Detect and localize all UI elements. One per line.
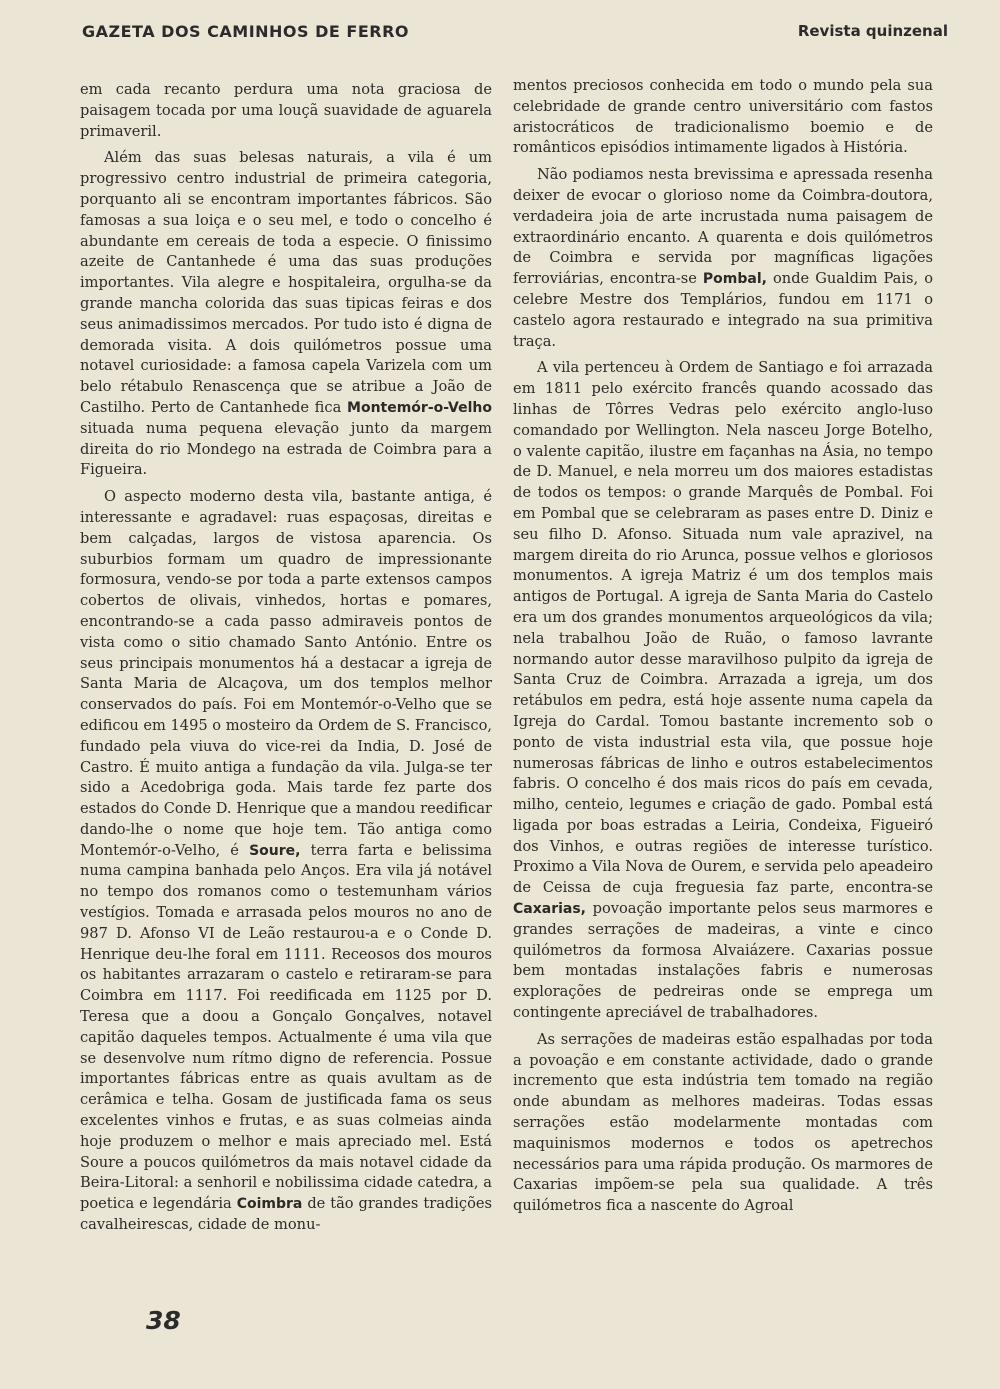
paragraph: em cada recanto perdura uma nota graciosa de paisagem tocada por uma louçã suavidade de aguarela primaveril.: [80, 81, 492, 140]
paragraph: mentos preciosos conhecida em todo o mundo pela sua celebridade de grande centro universitário com fastos aristocráticos de tradicionalismo boemio e de românticos episódios intimamente ligados à História.: [513, 77, 933, 157]
paragraph: O aspecto moderno desta vila, bastante antiga, é interessante e agradavel: ruas espaçosas, direitas e bem calçadas, largos de vistosa aparencia. Os suburbios formam um quadro de impressionante formosura, vendo-se por toda a parte extensos campos cobertos de olivais, vinhedos, hortas e pomares, encontrando-se a cada passo admiraveis pontos de vista como o sitio chamado Santo António. Entre os seus principais monumentos há a destacar a igreja de Santa Maria de Alcaçova, um dos templos melhor conservados do país. Foi em Montemór-o-Velho que se edificou em 1495 o mosteiro da Ordem de S. Francisco, fundado pela viuva do vice-rei da India, D. José de Castro. É muito antiga a fundação da vila. Julga-se ter sido a Acedobriga goda. Mais tarde fez parte dos estados do Conde D. Henrique que a mandou reedificar dando-lhe o nome que hoje tem. Tão antiga como Montemór-o-Velho, é Soure, terra farta e belissima numa campina banhada pelo Anços. Era vila já notável no tempo dos romanos como o testemunham vários vestígios. Tomada e arrasada pelos mouros no ano de 987 D. Afonso VI de Leão restaurou-a e o Conde D. Henrique deu-lhe foral em 1111. Receosos dos mouros os habitantes arrazaram o castelo e retiraram-se para Coimbra em 1117. Foi reedificada em 1125 por D. Teresa que a doou a Gonçalo Gonçalves, notavel capitão daqueles tempos. Actualmente é uma vila que se desenvolve num rítmo digno de referencia. Possue importantes fábricas entre as quais avultam as de cerâmica e telha. Gosam de justificada fama os seus excelentes vinhos e frutas, e as suas colmeias ainda hoje produzem o melhor e mais apreciado mel. Está Soure a poucos quilómetros da mais notavel cidade da Beira-Litoral: a senhoril e nobilissima cidade catedra, a poetica e legendária Coimbra de tão grandes tradições cavalheirescas, cidade de monu-: [80, 488, 492, 1234]
paragraph: Não podiamos nesta brevissima e apressada resenha deixer de evocar o glorioso nome da Coimbra-doutora, verdadeira joia de arte incrustada numa paisagem de extraordinário encanto. A quarenta e dois quilómetros de Coimbra e servida por magníficas ligações ferroviárias, encontra-se Pombal, onde Gualdim Pais, o celebre Mestre dos Templários, fundou em 1171 o castelo agora restaurado e integrado na sua primitiva traça.: [513, 166, 933, 350]
place-name: Soure,: [249, 842, 301, 859]
page-number: 38: [146, 1306, 181, 1335]
right-column: [513, 76, 933, 1276]
paragraph: As serrações de madeiras estão espalhadas por toda a povoação e em constante actividade, dado o grande incremento que esta indústria tem tomado na região onde abundam as melhores madeiras. Todas essas serrações estão modelarmente montadas com maquinismos modernos e todos os apetrechos necessários para uma rápida produção. Os marmores de Caxarias impõem-se pela sua qualidade. A três quilómetros fica a nascente do Agroal: [513, 1030, 933, 1215]
periodicity-label: Revista quinzenal: [797, 22, 948, 40]
left-column: [80, 80, 492, 1280]
place-name: Montemór-o-Velho: [347, 399, 492, 416]
place-name: Pombal,: [702, 271, 767, 288]
place-name: Caxarias,: [513, 901, 587, 918]
place-name: Coimbra: [236, 1196, 303, 1213]
paragraph: Além das suas belesas naturais, a vila é um progressivo centro industrial de primeira categoria, porquanto ali se encontram importantes fábricos. São famosas a sua loiça e o seu mel, e todo o concelho é abundante em cereais de toda a especie. O finissimo azeite de Cantanhede é uma das suas produções importantes. Vila alegre e hospitaleira, orgulha-se da grande mancha colorida das suas tipicas feiras e dos seus animadissimos mercados. Por tudo isto é digna de demorada visita. A dois quilómetros possue uma notavel curiosidade: a famosa capela Varizela com um belo rétabulo Renascença que se atribue a João de Castilho. Perto de Cantanhede fica Montemór-o-Velho situada numa pequena elevação junto da margem direita do rio Mondego na estrada de Coimbra para a Figueira.: [80, 149, 492, 479]
journal-title: GAZETA DOS CAMINHOS DE FERRO: [82, 22, 410, 41]
running-header: [82, 22, 948, 46]
paragraph: A vila pertenceu à Ordem de Santiago e foi arrazada em 1811 pelo exército francês quando acossado das linhas de Tôrres Vedras pelo exército anglo-luso comandado por Wellington. Nela nasceu Jorge Botelho, o valente capitão, ilustre em façanhas na Ásia, no tempo de D. Manuel, e nela morreu um dos maiores estadistas de todos os tempos: o grande Marquês de Pombal. Foi em Pombal que se celebraram as pases entre D. Diniz e seu filho D. Afonso. Situada num vale aprazivel, na margem direita do rio Arunca, possue velhos e gloriosos monumentos. A igreja Matriz é um dos templos mais antigos de Portugal. A igreja de Santa Maria do Castelo era um dos grandes monumentos arqueológicos da vila; nela trabalhou João de Ruão, o famoso lavrante normando autor desse maravilhoso pulpito da igreja de Santa Cruz de Coimbra. Arrazada a igreja, um dos retábulos em pedra, está hoje assente numa capela da Igreja do Cardal. Tomou bastante incremento sob o ponto de vista industrial esta vila, que possue hoje numerosas fábricas de linho e outros estabelecimentos fabris. O concelho é dos mais ricos do país em cevada, milho, centeio, legumes e criação de gado. Pombal está ligada por boas estradas a Leiria, Condeixa, Figueiró dos Vinhos, e outras regiões de interesse turístico. Proximo a Vila Nova de Ourem, e servida pelo apeadeiro de Ceissa de cuja freguesia faz parte, encontra-se Caxarias, povoação importante pelos seus marmores e grandes serrações de madeiras, a vinte e cinco quilómetros da formosa Alvaiázere. Caxarias possue bem montadas instalações fabris e numerosas explorações de pedreiras onde se emprega um contingente apreciável de trabalhadores.: [513, 359, 933, 1022]
